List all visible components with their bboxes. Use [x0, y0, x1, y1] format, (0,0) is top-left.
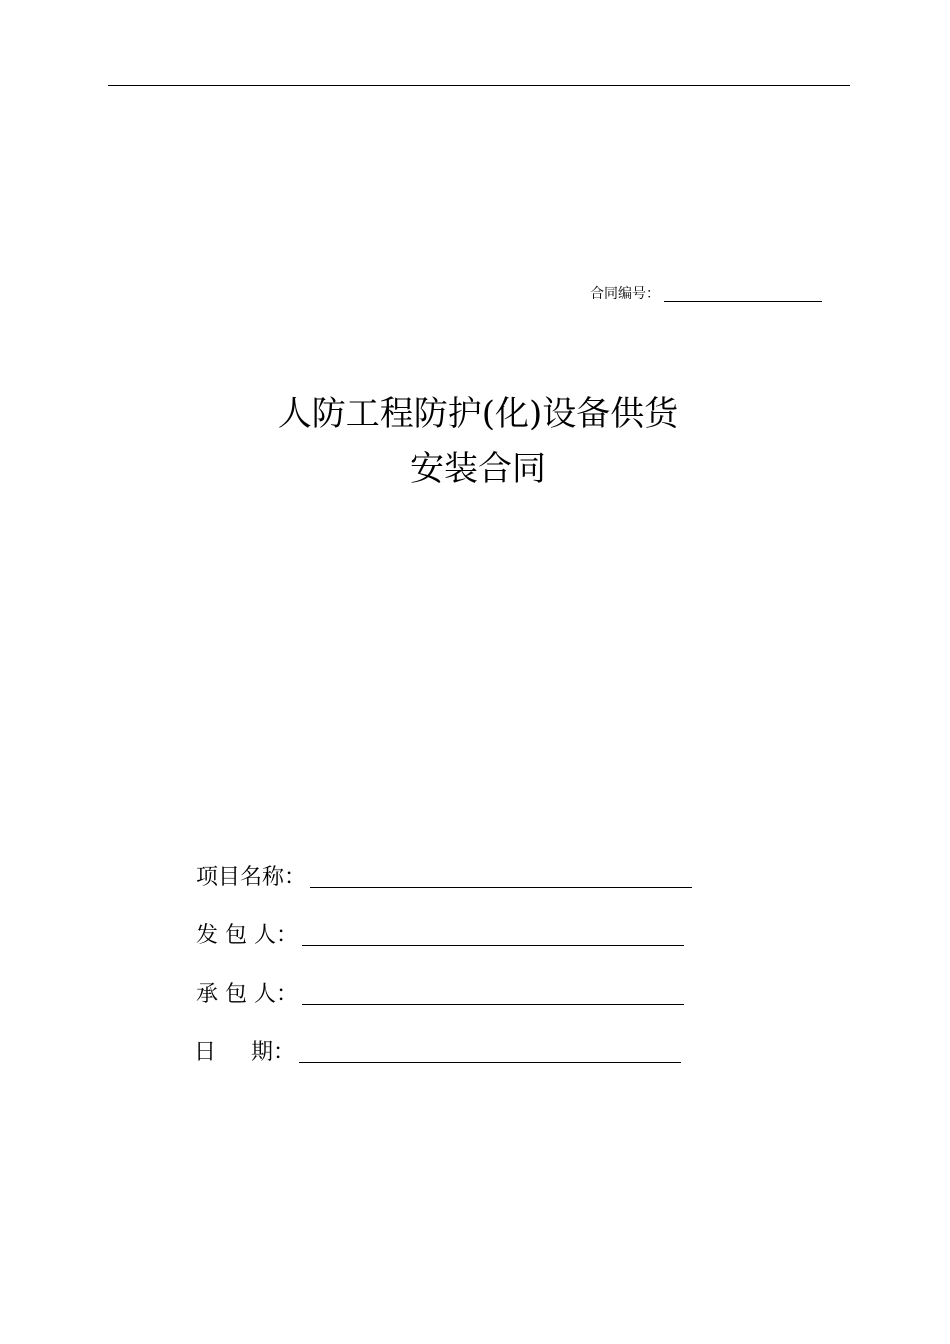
project-name-field — [196, 860, 692, 892]
contract-number — [590, 284, 822, 304]
employer-label: 发 包 人 — [196, 923, 276, 948]
project-name-colon: ： — [284, 865, 307, 890]
date-field — [194, 1035, 681, 1067]
project-name-blank[interactable] — [310, 887, 692, 888]
employer-colon: ： — [276, 923, 299, 948]
contractor-blank[interactable] — [302, 1004, 684, 1005]
contractor-field — [196, 977, 684, 1009]
contract-number-blank[interactable] — [664, 301, 822, 302]
employer-blank[interactable] — [302, 945, 684, 946]
document-title-line1: 人防工程防护(化)设备供货 — [277, 394, 679, 434]
date-label: 日 期 — [194, 1040, 273, 1065]
contract-number-label: 合同编号： — [590, 286, 660, 302]
document-title-line2: 安装合同 — [410, 449, 546, 489]
employer-field — [196, 918, 684, 950]
contractor-label: 承 包 人 — [196, 982, 276, 1007]
date-colon: ： — [272, 1040, 295, 1065]
date-blank[interactable] — [299, 1062, 681, 1063]
header-rule — [108, 85, 850, 86]
project-name-label: 项目名称 — [196, 865, 285, 890]
contractor-colon: ： — [276, 982, 299, 1007]
